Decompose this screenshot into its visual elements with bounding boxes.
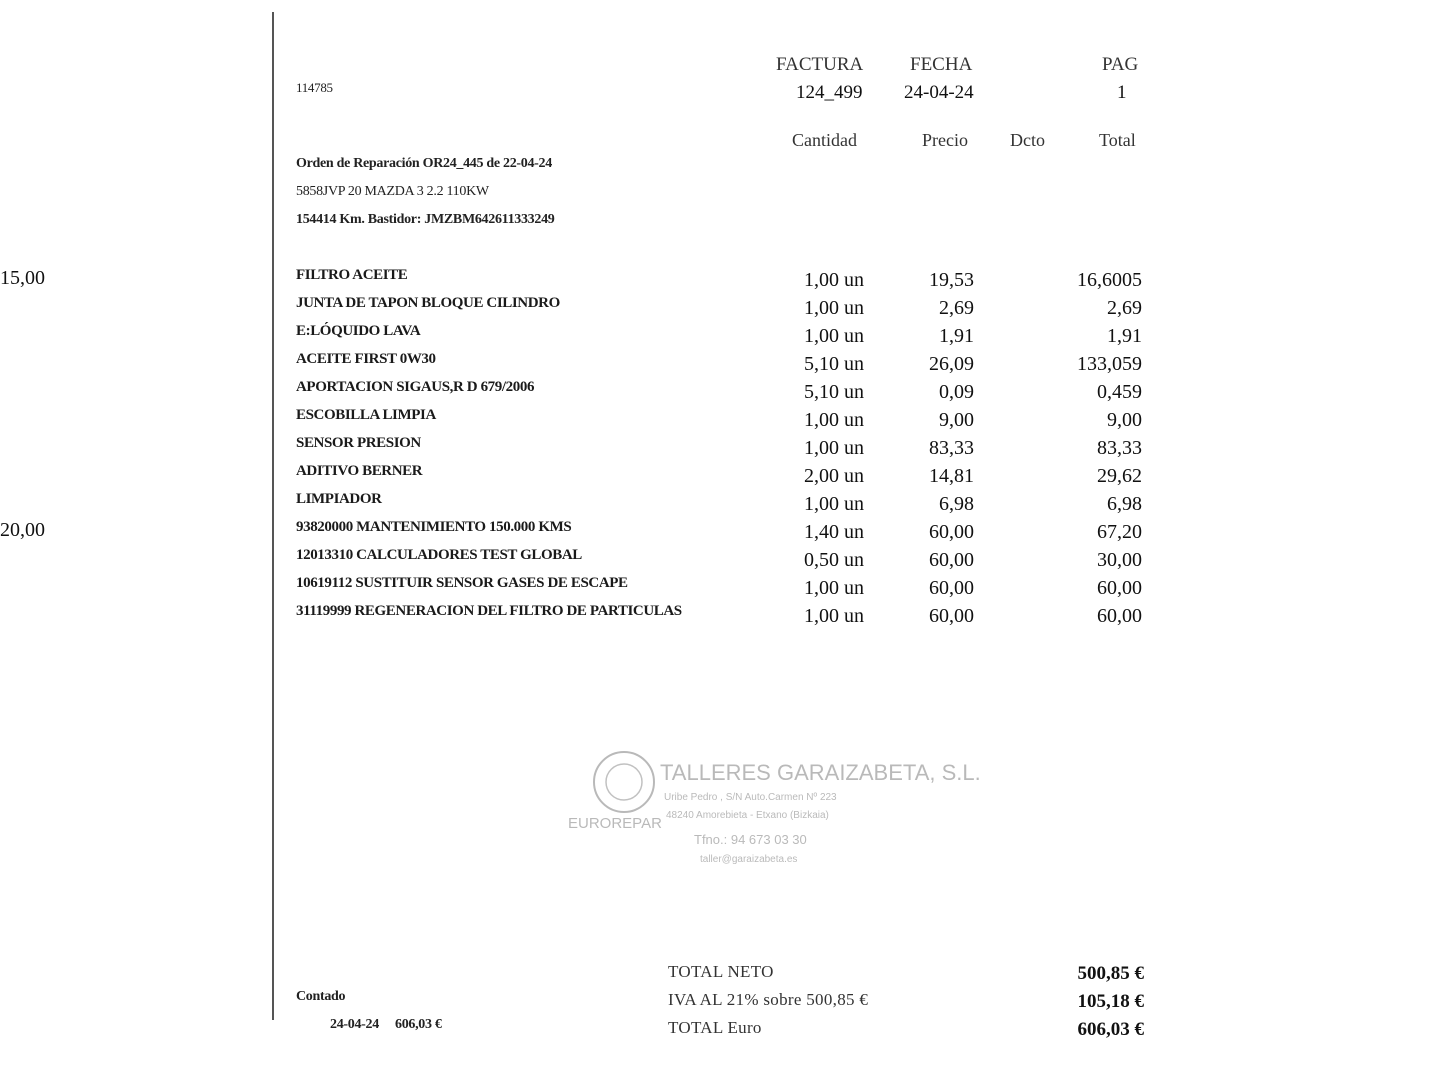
company-stamp bbox=[566, 744, 981, 874]
stamp-email: taller@garaizabeta.es bbox=[700, 854, 798, 865]
item-price: 0,09 bbox=[939, 381, 974, 403]
item-total: 6,98 bbox=[1107, 493, 1142, 515]
item-description: 12013310 CALCULADORES TEST GLOBAL bbox=[296, 547, 582, 563]
line-item-row bbox=[0, 435, 1440, 463]
item-description: FILTRO ACEITE bbox=[296, 267, 408, 283]
line-item-row bbox=[0, 351, 1440, 379]
repair-order-line: Orden de Reparación OR24_445 de 22-04-24 bbox=[296, 156, 552, 171]
item-description: JUNTA DE TAPON BLOQUE CILINDRO bbox=[296, 295, 560, 311]
item-description: ACEITE FIRST 0W30 bbox=[296, 351, 436, 367]
total-euro-label: TOTAL Euro bbox=[668, 1018, 762, 1037]
iva-label: IVA AL 21% sobre 500,85 € bbox=[668, 990, 869, 1009]
client-code: 114785 bbox=[296, 80, 333, 95]
line-item-row bbox=[0, 323, 1440, 351]
item-price: 19,53 bbox=[929, 269, 974, 291]
item-description: APORTACION SIGAUS,R D 679/2006 bbox=[296, 379, 535, 395]
item-price: 60,00 bbox=[929, 549, 974, 571]
payment-date: 24-04-24 bbox=[330, 1017, 379, 1032]
line-item-row bbox=[0, 407, 1440, 435]
line-item-row bbox=[0, 603, 1440, 631]
item-price: 60,00 bbox=[929, 577, 974, 599]
column-header-precio: Precio bbox=[922, 130, 968, 150]
stamp-network: EUROREPAR bbox=[568, 815, 662, 832]
item-quantity: 1,00 un bbox=[804, 269, 864, 291]
line-item-row bbox=[0, 267, 1440, 295]
item-quantity: 1,00 un bbox=[804, 493, 864, 515]
item-quantity: 1,00 un bbox=[804, 437, 864, 459]
item-price: 60,00 bbox=[929, 605, 974, 627]
item-total: 0,459 bbox=[1097, 381, 1142, 403]
chassis-line: 154414 Km. Bastidor: JMZBM642611333249 bbox=[296, 212, 555, 227]
item-description: 10619112 SUSTITUIR SENSOR GASES DE ESCAPE bbox=[296, 575, 628, 591]
item-discount: 15,00 bbox=[0, 267, 45, 289]
line-item-row bbox=[0, 463, 1440, 491]
item-price: 83,33 bbox=[929, 437, 974, 459]
item-total: 29,62 bbox=[1097, 465, 1142, 487]
item-price: 6,98 bbox=[939, 493, 974, 515]
item-description: ADITIVO BERNER bbox=[296, 463, 423, 479]
stamp-address-1: Uribe Pedro , S/N Auto.Carmen Nº 223 bbox=[664, 792, 837, 803]
payment-method: Contado bbox=[296, 989, 346, 1004]
item-total: 9,00 bbox=[1107, 409, 1142, 431]
item-quantity: 1,00 un bbox=[804, 325, 864, 347]
stamp-address-2: 48240 Amorebieta - Etxano (Bizkaia) bbox=[666, 810, 829, 821]
item-total: 83,33 bbox=[1097, 437, 1142, 459]
column-header-total: Total bbox=[1099, 130, 1136, 150]
item-total: 1,91 bbox=[1107, 325, 1142, 347]
item-quantity: 1,00 un bbox=[804, 577, 864, 599]
item-price: 26,09 bbox=[929, 353, 974, 375]
item-total: 2,69 bbox=[1107, 297, 1142, 319]
item-total: 67,20 bbox=[1097, 521, 1142, 543]
line-item-row bbox=[0, 491, 1440, 519]
pag-label: PAG bbox=[1102, 54, 1139, 75]
column-header-dcto: Dcto bbox=[1010, 130, 1045, 150]
total-neto-label: TOTAL NETO bbox=[668, 962, 774, 981]
item-discount: 20,00 bbox=[0, 519, 45, 541]
item-price: 60,00 bbox=[929, 521, 974, 543]
item-quantity: 5,10 un bbox=[804, 353, 864, 375]
pag-value: 1 bbox=[1117, 82, 1127, 103]
item-quantity: 2,00 un bbox=[804, 465, 864, 487]
item-price: 2,69 bbox=[939, 297, 974, 319]
stamp-company: TALLERES GARAIZABETA, S.L. bbox=[660, 760, 981, 785]
iva-value: 105,18 € bbox=[1077, 991, 1144, 1012]
item-quantity: 1,00 un bbox=[804, 297, 864, 319]
stamp-phone: Tfno.: 94 673 03 30 bbox=[694, 832, 807, 847]
item-total: 60,00 bbox=[1097, 577, 1142, 599]
item-description: 93820000 MANTENIMIENTO 150.000 KMS bbox=[296, 519, 572, 535]
item-quantity: 5,10 un bbox=[804, 381, 864, 403]
item-description: ESCOBILLA LIMPIA bbox=[296, 407, 436, 423]
factura-label: FACTURA bbox=[776, 54, 864, 75]
line-item-row bbox=[0, 575, 1440, 603]
fecha-label: FECHA bbox=[910, 54, 973, 75]
item-description: E:LÓQUIDO LAVA bbox=[296, 323, 421, 339]
item-description: LIMPIADOR bbox=[296, 491, 382, 507]
total-neto-value: 500,85 € bbox=[1077, 963, 1144, 984]
vehicle-line: 5858JVP 20 MAZDA 3 2.2 110KW bbox=[296, 184, 489, 199]
item-total: 60,00 bbox=[1097, 605, 1142, 627]
column-header-cantidad: Cantidad bbox=[792, 130, 857, 150]
item-price: 14,81 bbox=[929, 465, 974, 487]
line-item-row bbox=[0, 295, 1440, 323]
line-item-row bbox=[0, 519, 1440, 547]
item-price: 9,00 bbox=[939, 409, 974, 431]
item-quantity: 1,40 un bbox=[804, 521, 864, 543]
item-total: 16,6005 bbox=[1077, 269, 1142, 291]
payment-amount: 606,03 € bbox=[395, 1017, 442, 1032]
stamp-seal-icon bbox=[594, 752, 654, 812]
item-quantity: 1,00 un bbox=[804, 605, 864, 627]
item-description: 31119999 REGENERACION DEL FILTRO DE PARTICULAS bbox=[296, 603, 682, 619]
fecha-value: 24-04-24 bbox=[904, 82, 974, 103]
line-item-row bbox=[0, 379, 1440, 407]
item-total: 30,00 bbox=[1097, 549, 1142, 571]
line-item-row bbox=[0, 547, 1440, 575]
item-quantity: 0,50 un bbox=[804, 549, 864, 571]
item-price: 1,91 bbox=[939, 325, 974, 347]
factura-number: 124_499 bbox=[796, 82, 863, 103]
total-euro-value: 606,03 € bbox=[1077, 1019, 1144, 1040]
item-description: SENSOR PRESION bbox=[296, 435, 421, 451]
item-quantity: 1,00 un bbox=[804, 409, 864, 431]
item-total: 133,059 bbox=[1077, 353, 1142, 375]
